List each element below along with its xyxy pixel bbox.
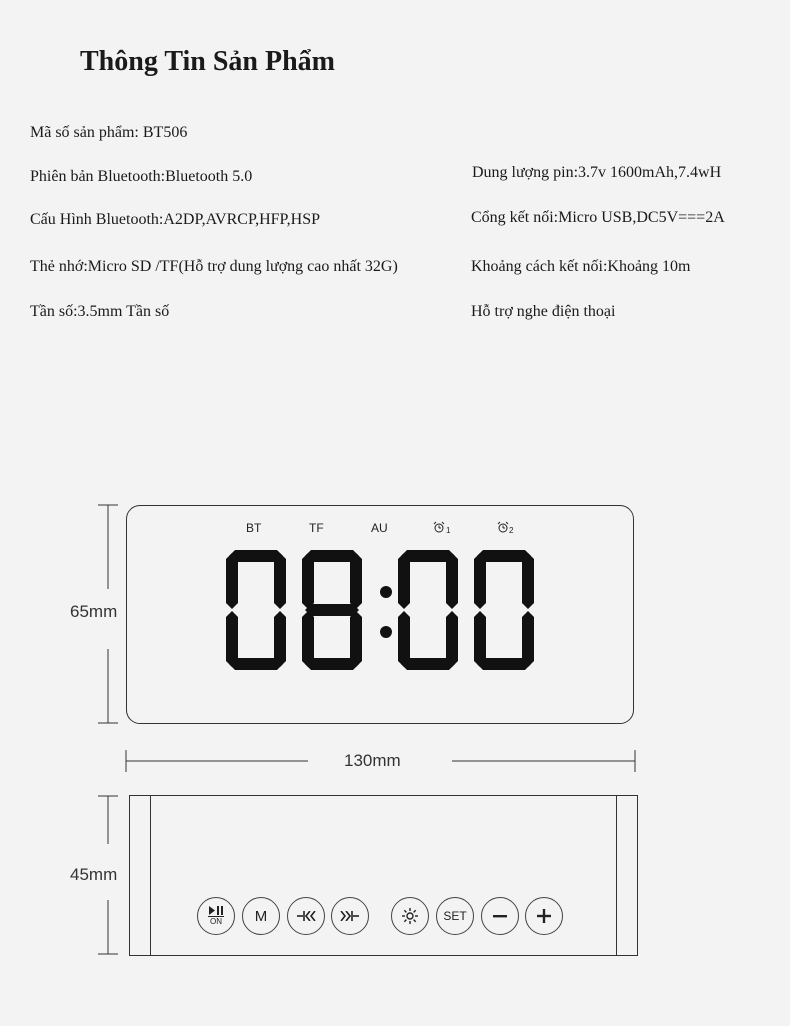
time-segment [474, 553, 486, 609]
brightness-button[interactable] [391, 897, 429, 935]
indicator-bt: BT [246, 521, 262, 535]
top-view-left-edge [150, 795, 151, 956]
time-segment [350, 553, 362, 609]
page-title: Thông Tin Sản Phẩm [80, 46, 335, 77]
mode-button[interactable] [242, 897, 280, 935]
alarm-clock-icon [433, 520, 445, 538]
next-icon [340, 911, 360, 921]
time-segment [302, 553, 314, 609]
spec-call-support: Hỗ trợ nghe điện thoại [471, 303, 616, 320]
height-top-label: 45mm [70, 865, 118, 884]
previous-button[interactable] [287, 897, 325, 935]
volume-up-button[interactable] [525, 897, 563, 935]
spec-port: Cổng kết nối:Micro USB,DC5V===2A [471, 209, 725, 226]
set-label: SET [443, 909, 467, 923]
time-segment [522, 553, 534, 609]
alarm-1-index: 1 [446, 526, 451, 535]
spec-distance: Khoảng cách kết nối:Khoảng 10m [471, 258, 691, 275]
indicator-tf: TF [309, 521, 324, 535]
time-segment [302, 611, 314, 667]
time-segment [398, 611, 410, 667]
play-pause-on-button[interactable] [197, 897, 235, 935]
time-colon-dot [380, 626, 392, 638]
width-label: 130mm [344, 751, 401, 770]
on-label: ON [210, 917, 222, 926]
time-segment [226, 611, 238, 667]
plus-icon [536, 908, 552, 924]
time-segment [274, 553, 286, 609]
top-view-right-edge [616, 795, 617, 956]
brightness-icon [401, 907, 419, 925]
mode-label: M [254, 907, 268, 925]
time-segment [474, 611, 486, 667]
alarm-2-index: 2 [509, 526, 514, 535]
spec-bluetooth-profile: Cấu Hình Bluetooth:A2DP,AVRCP,HFP,HSP [30, 211, 321, 228]
set-button[interactable] [436, 897, 474, 935]
indicator-au: AU [371, 521, 388, 535]
height-front-label: 65mm [70, 602, 118, 621]
alarm-clock-icon [497, 520, 509, 538]
minus-icon [492, 908, 508, 924]
time-segment [305, 604, 359, 616]
time-segment [398, 553, 410, 609]
time-display [220, 550, 540, 680]
play-pause-icon [208, 906, 224, 915]
previous-icon [296, 911, 316, 921]
time-colon-dot [380, 586, 392, 598]
spec-memory-card: Thẻ nhớ:Micro SD /TF(Hỗ trợ dung lượng cao nhất 32G) [30, 258, 398, 275]
spec-battery: Dung lượng pin:3.7v 1600mAh,7.4wH [472, 164, 722, 181]
next-button[interactable] [331, 897, 369, 935]
spec-model: Mã số sản phẩm: BT506 [30, 124, 188, 141]
spec-frequency: Tần số:3.5mm Tần số [30, 303, 170, 320]
time-segment [446, 553, 458, 609]
spec-bluetooth-version: Phiên bản Bluetooth:Bluetooth 5.0 [30, 168, 253, 185]
time-segment [226, 553, 238, 609]
volume-down-button[interactable] [481, 897, 519, 935]
